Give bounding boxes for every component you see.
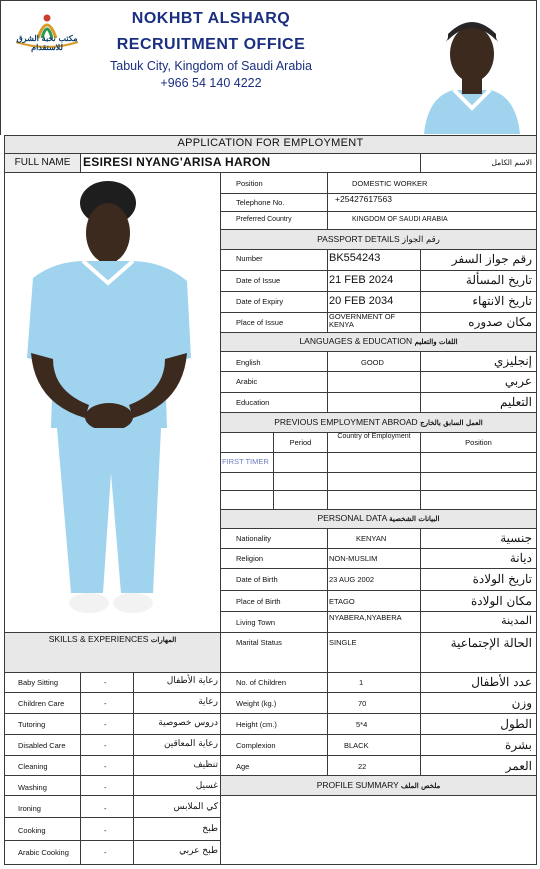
office-city: Tabuk City, Kingdom of Saudi Arabia (110, 59, 312, 73)
dob-value: 23 AUG 2002 (329, 575, 375, 584)
children-label: No. of Children (236, 678, 287, 687)
skills-section-title (5, 634, 220, 644)
age-label: Age (236, 762, 250, 771)
passport-expiry-label: Date of Expiry (236, 297, 284, 306)
complexion-ar: بشرة (505, 738, 532, 752)
complexion-label: Complexion (236, 741, 276, 750)
passport-expiry-value: 20 FEB 2034 (329, 295, 394, 307)
office-logo (6, 8, 88, 58)
portrait-photo (420, 4, 524, 134)
weight-value: 70 (358, 699, 367, 708)
personal-data-title-en: PERSONAL DATA (317, 513, 387, 523)
telephone-label: Telephone No. (236, 198, 285, 207)
english-value: GOOD (361, 358, 384, 367)
pob-ar: مكان الولادة (470, 594, 532, 608)
passport-place-value: GOVERNMENT OF KENYA (329, 312, 396, 329)
dob-ar: تاريخ الولادة (472, 572, 532, 586)
children-value: 1 (359, 678, 364, 687)
office-phone: +966 54 140 4222 (160, 76, 262, 90)
skill-ironing-label: Ironing (18, 804, 41, 813)
passport-place-ar: مكان صدوره (468, 315, 532, 329)
living-town-value: NYABERA,NYABERA (329, 613, 402, 622)
height-label: Height (cm.) (236, 720, 277, 729)
weight-label: Weight (kg.) (236, 699, 277, 708)
passport-issue-value: 21 FEB 2024 (329, 274, 394, 286)
preferred-country-label: Preferred Country (236, 216, 292, 223)
form-title: APPLICATION FOR EMPLOYMENT (177, 137, 364, 149)
skills-title-ar: المهارات (150, 635, 177, 644)
passport-issue-label: Date of Issue (236, 276, 281, 285)
passport-title: PASSPORT DETAILS (317, 234, 400, 244)
english-ar: إنجليزي (493, 354, 532, 368)
passport-place-label: Place of Issue (236, 318, 284, 327)
passport-expiry-ar: تاريخ الانتهاء (472, 294, 532, 308)
full-name-label: FULL NAME (14, 157, 71, 168)
full-body-person-icon (5, 173, 220, 632)
religion-ar: ديانة (509, 551, 532, 565)
passport-issue-ar: تاريخ المسألة (465, 273, 532, 287)
religion-value: NON-MUSLIM (329, 554, 378, 563)
height-ar: الطول (500, 717, 532, 731)
preferred-country-value: KINGDOM OF SAUDI ARABIA (352, 216, 448, 223)
skill-children-care-label: Children Care (18, 699, 65, 708)
pob-value: ETAGO (329, 597, 355, 606)
nationality-ar: جنسية (500, 531, 532, 545)
age-value: 22 (358, 762, 367, 771)
religion-label: Religion (236, 554, 264, 563)
languages-title: LANGUAGES & EDUCATION (299, 336, 413, 346)
skill-children-care-ar: رعاية (198, 697, 218, 707)
marital-status-value: SINGLE (329, 638, 357, 647)
profile-summary-title-en: PROFILE SUMMARY (316, 780, 399, 790)
skill-cleaning-ar: تنظيف (193, 760, 218, 770)
dob-label: Date of Birth (236, 575, 278, 584)
personal-data-title-ar: البيانات الشخصية (389, 514, 440, 523)
logo-text: مكتب نخبة الشرق للاستقدام (16, 33, 78, 52)
portrait-person-icon (420, 4, 524, 134)
skill-baby-sitting-ar: رعاية الأطفال (166, 676, 218, 686)
arabic-label: Arabic (236, 377, 258, 386)
skills-title: SKILLS & EXPERIENCES (48, 634, 149, 644)
arabic-ar: عربي (504, 374, 532, 388)
telephone-value: +25427617563 (335, 194, 392, 204)
personal-data-title (221, 513, 536, 523)
pob-label: Place of Birth (236, 597, 281, 606)
profile-summary-title-ar: ملخص الملف (400, 781, 441, 790)
skill-washing-value: - (104, 783, 107, 792)
office-name-line2: RECRUITMENT OFFICE (116, 36, 306, 53)
passport-number-ar: رقم جواز السفر (451, 252, 532, 266)
skill-washing-label: Washing (18, 783, 47, 792)
col-position: Position (465, 438, 492, 447)
skill-tutoring-value: - (104, 720, 107, 729)
skill-ironing-value: - (104, 804, 107, 813)
english-label: English (236, 358, 261, 367)
nationality-value: KENYAN (356, 534, 387, 543)
first-timer-entry: FIRST TIMER (222, 457, 269, 466)
previous-employment-title-en: PREVIOUS EMPLOYMENT ABROAD (274, 417, 418, 427)
skill-washing-ar: غسيل (195, 781, 218, 791)
passport-title-ar: رقم الجواز (402, 235, 440, 245)
header (0, 0, 540, 135)
height-value: 5*4 (356, 720, 368, 729)
skill-tutoring-label: Tutoring (18, 720, 46, 729)
age-ar: العمر (505, 759, 532, 773)
skill-cleaning-label: Cleaning (18, 762, 48, 771)
skill-cleaning-value: - (104, 762, 107, 771)
position-label: Position (236, 179, 263, 188)
profile-summary-title (221, 780, 536, 790)
children-ar: عدد الأطفال (471, 675, 532, 689)
skill-baby-sitting-label: Baby Sitting (18, 678, 59, 687)
position-value: DOMESTIC WORKER (352, 179, 428, 188)
col-country: Country of Employment (337, 433, 411, 440)
skill-baby-sitting-value: - (104, 678, 107, 687)
education-ar: التعليم (500, 395, 532, 409)
marital-status-ar: الحالة الإجتماعية (450, 636, 532, 650)
skill-ironing-ar: كي الملابس (173, 802, 218, 812)
skill-disabled-care-label: Disabled Care (18, 741, 66, 750)
living-town-ar: المدينة (501, 614, 532, 627)
skill-disabled-care-ar: رعاية المعاقين (163, 739, 218, 749)
skill-disabled-care-value: - (104, 741, 107, 750)
office-name-line1: NOKHBT ALSHARQ (131, 10, 291, 27)
languages-section-title (221, 336, 536, 346)
passport-number-value: BK554243 (329, 252, 381, 264)
skill-cooking-label: Cooking (18, 826, 46, 835)
weight-ar: وزن (511, 696, 532, 710)
col-period: Period (289, 438, 312, 447)
skill-children-care-value: - (104, 699, 107, 708)
full-name-label-ar: الاسم الكامل (491, 158, 532, 167)
skill-arabic-cooking-ar: طبخ عربي (179, 846, 218, 856)
skill-tutoring-ar: دروس خصوصية (158, 718, 218, 728)
passport-number-label: Number (236, 254, 263, 263)
skill-cooking-value: - (104, 826, 107, 835)
applicant-full-photo (5, 173, 220, 632)
marital-status-label: Marital Status (236, 638, 282, 647)
nationality-label: Nationality (236, 534, 272, 543)
full-name-value: ESIRESI NYANG'ARISA HARON (83, 155, 271, 169)
languages-title-ar: اللغات والتعليم (414, 337, 458, 346)
passport-section-title (221, 234, 536, 245)
skill-cooking-ar: طبخ (202, 824, 218, 834)
skill-arabic-cooking-value: - (104, 848, 107, 857)
living-town-label: Living Town (236, 618, 276, 627)
skill-arabic-cooking-label: Arabic Cooking (18, 848, 69, 857)
education-label: Education (236, 398, 270, 407)
previous-employment-title-ar: العمل السابق بالخارج (420, 418, 483, 427)
complexion-value: BLACK (344, 741, 369, 750)
previous-employment-title (221, 417, 536, 427)
